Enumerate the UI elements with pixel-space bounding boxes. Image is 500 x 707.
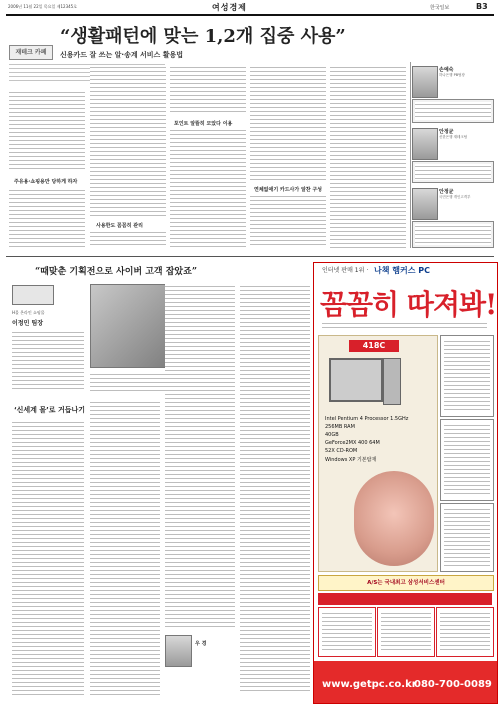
profile-box-2 — [412, 161, 494, 183]
sidebar-divider — [410, 62, 411, 248]
ad-product-box — [318, 335, 438, 572]
article2-headline: “때맞춘 기획전으로 사이버 고객 잡았죠” — [35, 267, 197, 277]
ad-pig-image — [354, 471, 434, 566]
header-date: 2006년 11월 22일 목요일 제12345호 — [8, 4, 78, 9]
ad-monitor — [329, 358, 383, 402]
article1-col5 — [330, 65, 406, 248]
columnist-name: 우 경 — [195, 641, 207, 647]
article1-section-head1: 주유용·쇼핑용만 당하게 하자 — [14, 179, 78, 185]
article1-subhead: 신용카드 잘 쓰는 알·송계 서비스 활용법 — [60, 51, 184, 59]
ad-price-section-2 — [377, 607, 435, 657]
profile-name-3: 안정균 — [439, 189, 454, 195]
ad-spec-3: 40GB — [325, 432, 339, 438]
profile-name-1: 손예숙 — [439, 67, 454, 73]
article2-byline-title: H몰 온라인 쇼핑몰 — [12, 310, 45, 315]
article1-col2b — [90, 230, 166, 248]
ad-tower — [383, 358, 401, 405]
section-rule — [6, 256, 494, 257]
article1-col3 — [170, 65, 246, 115]
profile-photo-2 — [412, 128, 438, 160]
column-logo-text: 재테크 카페 — [15, 49, 47, 56]
ad-url[interactable]: www.getpc.co.kr — [322, 679, 417, 690]
profile-title-1: 하나은행 PB팀장 — [439, 73, 465, 77]
profile-title-2: 신한은행 재테크팀 — [439, 135, 468, 139]
article1-col3b — [170, 128, 246, 248]
profile-title-3: 국민은행 개인고객부 — [439, 195, 471, 199]
ad-service-text: A/S는 국내최고 삼성서비스센터 — [367, 580, 445, 586]
ad-subcopy — [322, 321, 487, 329]
advertisement[interactable] — [313, 262, 498, 704]
header-rule — [6, 14, 494, 16]
profile-photo-3 — [412, 188, 438, 220]
ad-spec-2: 256MB RAM — [325, 424, 355, 430]
article2-photo — [90, 284, 174, 368]
article1-section-head4: 연체없애기 카드사가 알찬 구성 — [254, 187, 323, 193]
ad-tagline: 인터넷 판매 1위 · — [322, 267, 369, 274]
ad-price-section-1 — [318, 607, 376, 657]
article2-section-head: ‘신세계 몰’로 거듭나기 — [14, 406, 86, 414]
ad-slogan: 꼼꼼히 따져봐! — [320, 288, 497, 321]
article1-col1 — [9, 90, 85, 170]
article1-col1b — [9, 188, 85, 248]
ad-spec-1: Intel Pentium 4 Processor 1.5GHz — [325, 416, 409, 422]
article1-section-head3: 사용한도 꼼꼼히 관리 — [96, 223, 143, 229]
profile-box-3 — [412, 221, 494, 248]
ad-phone[interactable]: 080-700-0089 — [414, 679, 492, 690]
ad-spec-6: Windows XP 기본탑재 — [325, 457, 377, 463]
article2-byline-name: 이정민 팀장 — [12, 320, 44, 327]
header-page: B3 — [476, 2, 488, 11]
ad-price-section-3 — [436, 607, 494, 657]
column-logo — [9, 45, 53, 60]
ad-footer — [314, 661, 497, 703]
ad-spec-table-3 — [440, 503, 494, 572]
article2-col3 — [165, 284, 235, 629]
ad-spec-5: 52X CD-ROM — [325, 448, 358, 454]
article1-col2 — [90, 65, 166, 218]
profile-box-1 — [412, 99, 494, 123]
profile-name-2: 안정균 — [439, 129, 454, 135]
article1-col4 — [250, 65, 326, 183]
ad-spec-table-2 — [440, 419, 494, 501]
ad-spec-4: GeForce2MX 400 64M — [325, 440, 380, 446]
profile-photo-1 — [412, 66, 438, 98]
columnist-photo — [165, 635, 192, 667]
ad-model-badge: 418C — [349, 340, 399, 352]
header-paper: 한국일보 — [430, 5, 450, 11]
article1-headline: “생활패턴에 맞는 1,2개 집중 사용” — [60, 26, 346, 47]
ad-service-banner — [318, 575, 494, 591]
article1-col4b — [250, 194, 326, 248]
ad-spec-table-1 — [440, 335, 494, 417]
article2-col4 — [240, 284, 310, 694]
article2-lead — [90, 372, 172, 394]
article2-logo — [12, 285, 54, 305]
article2-col2 — [90, 400, 160, 695]
ad-brand: 나책 햄커스 PC — [374, 266, 430, 275]
article1-section-head2: 포인트 알뜰히 모았다 이용 — [174, 121, 233, 127]
article2-intro — [12, 330, 84, 390]
ad-price-bar — [318, 593, 492, 605]
header-section: 여성경제 — [212, 3, 247, 12]
article2-col1 — [12, 420, 84, 695]
